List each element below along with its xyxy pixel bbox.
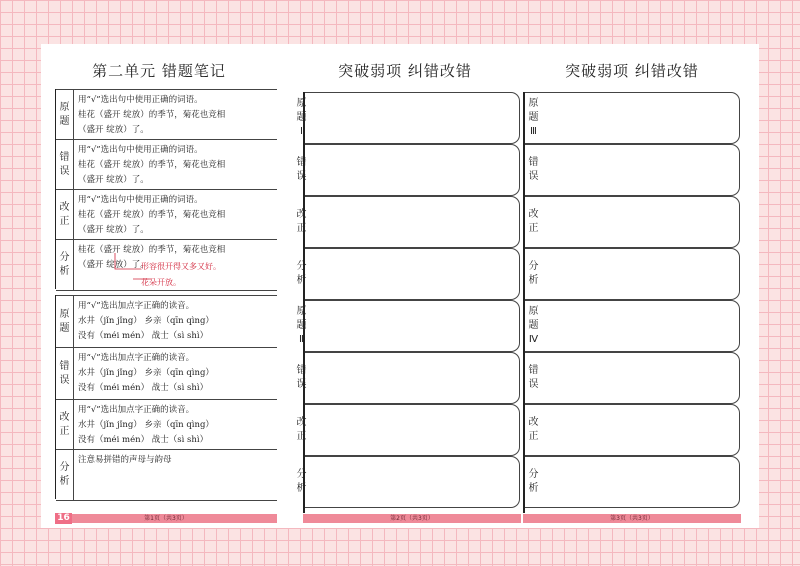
annotation-lines: [111, 253, 151, 285]
page-2-title: 突破弱项 纠错改错: [338, 62, 472, 80]
blank-note-row: [525, 196, 740, 248]
blank-note-row: [525, 352, 740, 404]
row-content: 用“√”选出句中使用正确的词语。 桂花（盛开 绽放）的季节，菊花也竞相 （盛开 绽放）了。: [78, 195, 226, 235]
row-label: 改 正: [528, 209, 539, 234]
blank-note-row: [525, 144, 740, 196]
page-1: [41, 44, 277, 528]
blank-note-row: [296, 300, 520, 352]
row-label: 错 误: [296, 157, 307, 182]
row-content: 用“√”选出句中使用正确的词语。 桂花（盛开 绽放）的季节，菊花也竞相 （盛开 绽放）了。: [78, 95, 226, 135]
block1-row-corrected: [56, 189, 277, 240]
row-label: 错 误: [528, 365, 539, 390]
row-content: 桂花（盛开 绽放）的季节，菊花也竞相 （盛开 绽放）了。: [78, 245, 226, 270]
row-label: 改 正: [528, 417, 539, 442]
blank-note-row: [296, 92, 520, 144]
row-content: 用“√”选出加点字正确的读音。 水井（jǐn jǐng） 乡亲（qīn qìng） 没有（méi mén） 战士（sì shì）: [78, 353, 214, 393]
blank-note-row: [296, 404, 520, 456]
blank-note-row: [525, 456, 740, 508]
blank-note-row: [525, 300, 740, 352]
row-label: 错 误: [56, 348, 74, 400]
block1-row-original: [56, 89, 277, 140]
row-label: 原 题: [56, 90, 74, 140]
row-label: 改 正: [296, 417, 307, 442]
row-label: 原 题 Ⅱ: [296, 306, 307, 345]
page-2-footer: 第2页（共3页）: [303, 514, 521, 523]
row-label: 原 题 Ⅳ: [528, 306, 539, 345]
row-label: 分 析: [528, 469, 539, 494]
page-3-title: 突破弱项 纠错改错: [565, 62, 699, 80]
block2-row-analysis: [56, 449, 277, 501]
page-3: [523, 44, 741, 528]
block1-row-wrong: [56, 139, 277, 190]
row-label: 分 析: [296, 261, 307, 286]
row-label: 分 析: [528, 261, 539, 286]
row-label: 分 析: [296, 469, 307, 494]
blank-note-row: [296, 456, 520, 508]
row-label: 改 正: [56, 400, 74, 450]
row-label: 错 误: [56, 140, 74, 190]
row-label: 分 析: [56, 450, 74, 500]
row-label: 原 题 Ⅲ: [528, 98, 539, 137]
row-label: 分 析: [56, 240, 74, 290]
row-label: 改 正: [296, 209, 307, 234]
row-label: 原 题: [56, 296, 74, 348]
page-number: 16: [55, 513, 72, 524]
analysis-note-2: 花朵开放。: [141, 278, 181, 287]
page-2: [289, 44, 521, 528]
row-label: 错 误: [528, 157, 539, 182]
block-2-table: [55, 295, 277, 499]
blank-note-row: [525, 248, 740, 300]
row-content: 注意易拼错的声母与韵母: [78, 455, 172, 465]
block-1-table: [55, 89, 277, 289]
row-label: 原 题 Ⅰ: [296, 98, 307, 137]
row-content: 用“√”选出加点字正确的读音。 水井（jǐn jǐng） 乡亲（qīn qìng） 没有（méi mén） 战士（sì shì）: [78, 405, 214, 445]
block2-row-original: [56, 295, 277, 348]
page-1-footer: 第1页（共3页）: [55, 514, 277, 523]
block2-row-wrong: [56, 347, 277, 400]
page-1-title: 第二单元 错题笔记: [92, 62, 226, 80]
analysis-note-1: 形容很开得又多又好。: [141, 262, 221, 271]
row-content: 用“√”选出加点字正确的读音。 水井（jǐn jǐng） 乡亲（qīn qìng） 没有（méi mén） 战士（sì shì）: [78, 301, 214, 341]
row-label: 改 正: [56, 190, 74, 240]
blank-note-row: [296, 352, 520, 404]
page-3-footer: 第3页（共3页）: [523, 514, 741, 523]
blank-note-row: [296, 196, 520, 248]
block2-row-corrected: [56, 399, 277, 450]
blank-note-row: [296, 144, 520, 196]
worksheet: [41, 44, 759, 528]
blank-note-row: [296, 248, 520, 300]
blank-note-row: [525, 92, 740, 144]
row-label: 错 误: [296, 365, 307, 390]
row-content: 用“√”选出句中使用正确的词语。 桂花（盛开 绽放）的季节，菊花也竞相 （盛开 绽放）了。: [78, 145, 226, 185]
blank-note-row: [525, 404, 740, 456]
block1-row-analysis: [56, 239, 277, 291]
